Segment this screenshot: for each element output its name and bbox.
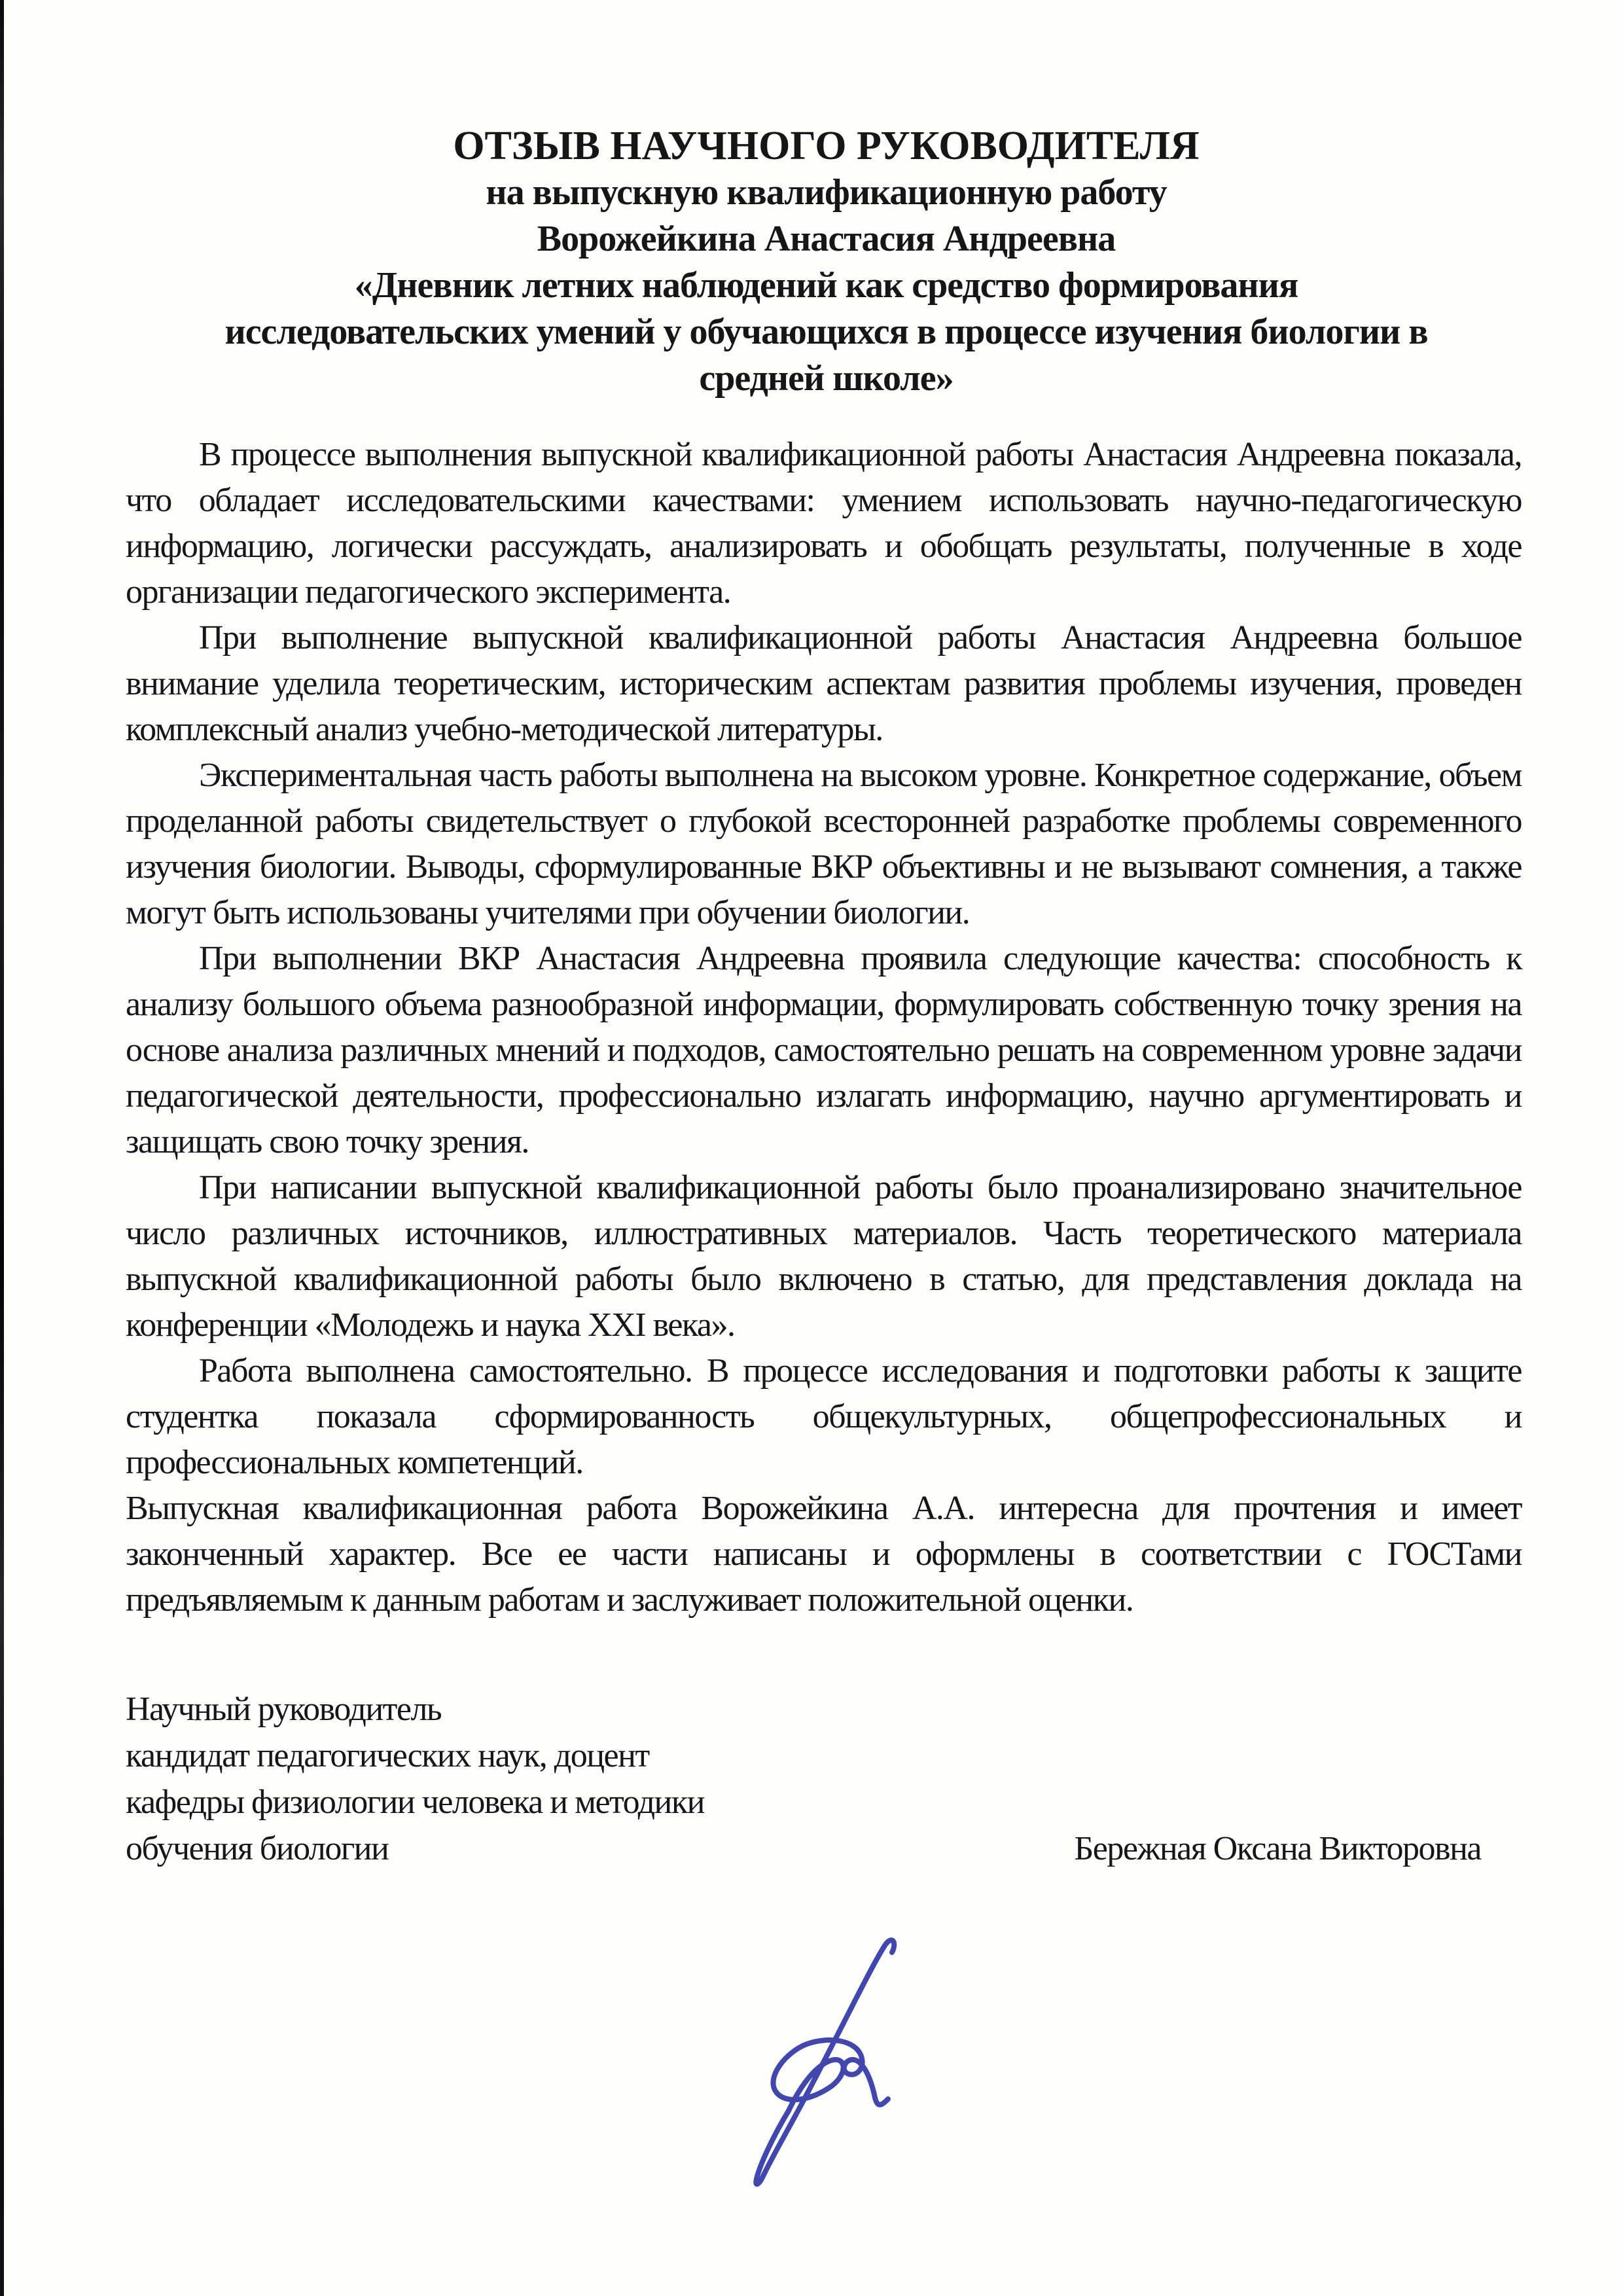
- supervisor-credentials: [126, 1686, 704, 1872]
- paragraph: При написании выпускной квалификационной работы было проанализировано значительное число различных источников, иллюстративных материалов. Часть теоретического материала выпускной квалификационной работы было включено в статью, для представления доклада на конференции «Молодежь и наука XXI века».: [126, 1169, 1522, 1344]
- credential-line: обучения биологии: [126, 1830, 389, 1867]
- scan-edge-artifact: [0, 0, 4, 2296]
- title-line: «Дневник летних наблюдений как средство формирования: [354, 265, 1298, 306]
- handwritten-signature: [736, 1934, 913, 2202]
- title-line: на выпускную квалификационную работу: [486, 172, 1167, 213]
- paragraph: При выполнение выпускной квалификационной работы Анастасия Андреевна большое внимание уделила теоретическим, историческим аспектам развития проблемы изучения, проведен комплексный анализ учебно-методической литературы.: [126, 619, 1522, 748]
- title-line: Ворожейкина Анастасия Андреевна: [537, 219, 1116, 259]
- credential-line: Научный руководитель: [126, 1691, 442, 1728]
- paragraph: При выполнении ВКР Анастасия Андреевна проявила следующие качества: способность к анализу большого объема разнообразной информации, формулировать собственную точку зрения на основе анализа различных мнений и подходов, самостоятельно решать на современном уровне задачи педагогической деятельности, профессионально излагать информацию, научно аргументировать и защищать свою точку зрения.: [126, 940, 1522, 1160]
- supervisor-name: Бережная Оксана Викторовна: [1074, 1830, 1481, 1867]
- credential-line: кафедры физиологии человека и методики: [126, 1784, 704, 1821]
- credential-line: кандидат педагогических наук, доцент: [126, 1737, 649, 1774]
- paragraph: Работа выполнена самостоятельно. В процессе исследования и подготовки работы к защите студентка показала сформированность общекультурных, общепрофессиональных и профессиональных компетенций.: [126, 1352, 1522, 1481]
- paragraph: В процессе выполнения выпускной квалификационной работы Анастасия Андреевна показала, что обладает исследовательскими качествами: умением использовать научно-педагогическую информацию, логически рассуждать, анализировать и обобщать результаты, полученные в ходе организации педагогического эксперимента.: [126, 436, 1522, 611]
- title-line: ОТЗЫВ НАУЧНОГО РУКОВОДИТЕЛЯ: [453, 124, 1200, 168]
- signature-block: [126, 1686, 1522, 1872]
- paragraph: Выпускная квалификационная работа Ворожейкина А.А. интересна для прочтения и имеет законченный характер. Все ее части написаны и оформлены в соответствии с ГОСТами предъявляемым к данным работам и заслуживает положительной оценки.: [126, 1490, 1522, 1619]
- paragraph: Экспериментальная часть работы выполнена на высоком уровне. Конкретное содержание, объем проделанной работы свидетельствует о глубокой всесторонней разработке проблемы современного изучения биологии. Выводы, сформулированные ВКР объективны и не вызывают сомнения, а также могут быть использованы учителями при обучении биологии.: [126, 757, 1522, 931]
- document-title: [0, 0, 1623, 402]
- title-line: средней школе»: [699, 358, 954, 399]
- document-body: [126, 432, 1522, 1623]
- title-line: исследовательских умений у обучающихся в процессе изучения биологии в: [224, 312, 1428, 352]
